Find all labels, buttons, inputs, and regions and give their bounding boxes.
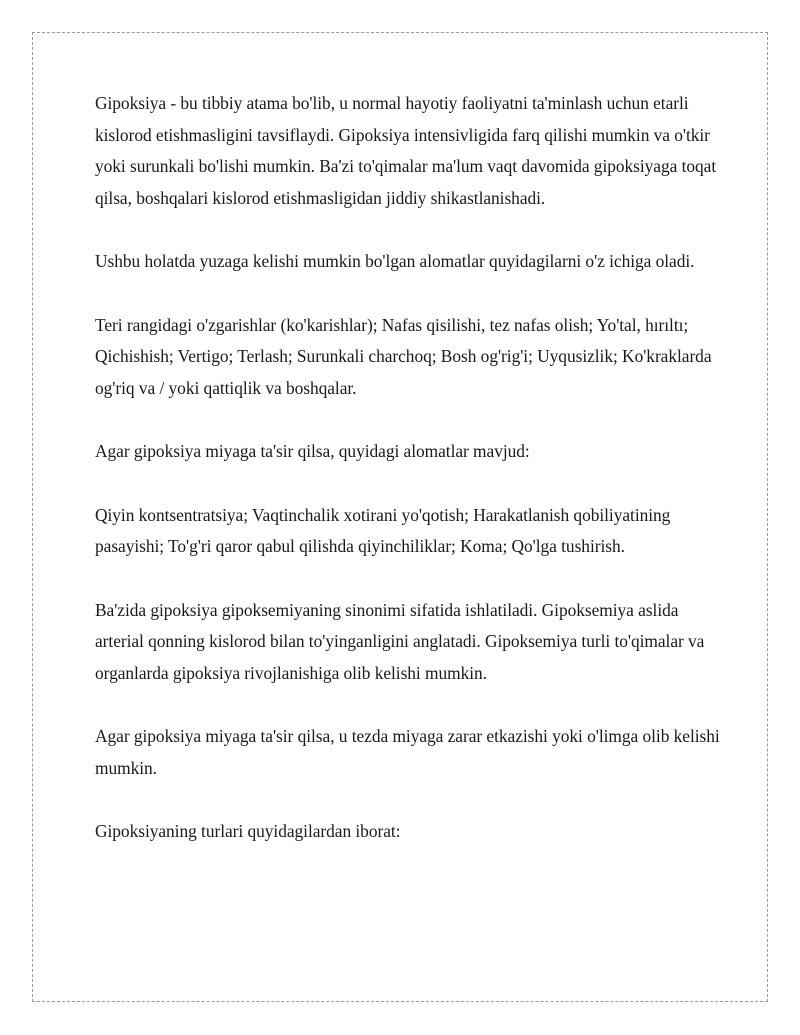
paragraph-brain-intro: Agar gipoksiya miyaga ta'sir qilsa, quyidagi alomatlar mavjud: [95, 441, 530, 461]
document-body [95, 88, 720, 880]
paragraph-brain-damage: Agar gipoksiya miyaga ta'sir qilsa, u tezda miyaga zarar etkazishi yoki o'limga olib kelishi mumkin. [95, 726, 720, 778]
paragraph-definition: Gipoksiya - bu tibbiy atama bo'lib, u normal hayotiy faoliyatni ta'minlash uchun etarli kislorod etishmasligini tavsiflaydi. Gipoksiya intensivligida farq qilishi mumkin va o'tkir yoki surunkali bo'lishi mumkin. Ba'zi to'qimalar ma'lum vaqt davomida gipoksiyaga toqat qilsa, boshqalari kislorod etishmasligidan jiddiy shikastlanishadi. [95, 93, 717, 208]
paragraph-types-intro: Gipoksiyaning turlari quyidagilardan iborat: [95, 821, 401, 841]
paragraph-brain-symptoms: Qiyin kontsentratsiya; Vaqtinchalik xotirani yo'qotish; Harakatlanish qobiliyatining pasayishi; To'g'ri qaror qabul qilishda qiyinchiliklar; Koma; Qo'lga tushirish. [95, 504, 671, 556]
paragraph-hypoxemia: Ba'zida gipoksiya gipoksemiyaning sinonimi sifatida ishlatiladi. Gipoksemiya aslida arterial qonning kislorod bilan to'yinganligini anglatadi. Gipoksemiya turli to'qimalar va organlarda gipoksiya rivojlanishiga olib kelishi mumkin. [95, 599, 705, 683]
paragraph-symptoms-list: Teri rangidagi o'zgarishlar (ko'karishlar); Nafas qisilishi, tez nafas olish; Yo'tal, hırıltı; Qichishish; Vertigo; Terlash; Surunkali charchoq; Bosh og'rig'i; Uyqusizlik; Ko'kraklarda og'riq va / yoki qattiqlik va boshqalar. [95, 314, 712, 398]
paragraph-symptoms-intro: Ushbu holatda yuzaga kelishi mumkin bo'lgan alomatlar quyidagilarni o'z ichiga oladi. [95, 251, 695, 271]
